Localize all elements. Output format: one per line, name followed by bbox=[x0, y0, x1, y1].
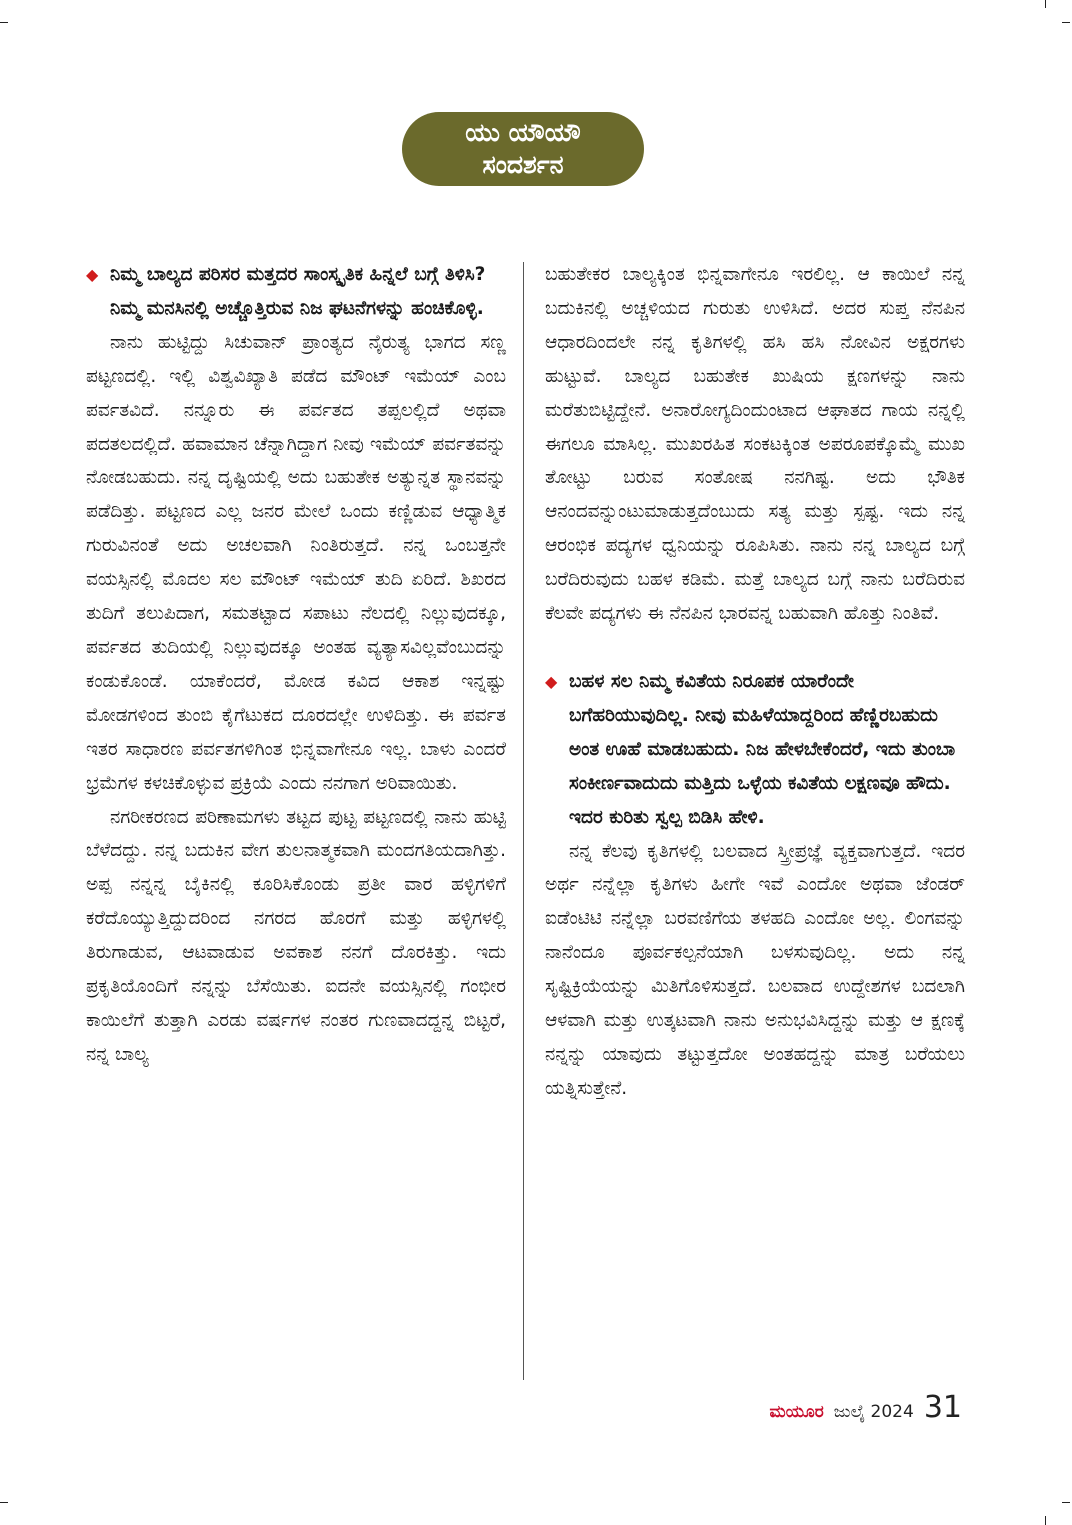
crop-mark bbox=[0, 1502, 8, 1503]
section-header-badge bbox=[402, 112, 644, 186]
crop-mark bbox=[1045, 1516, 1046, 1525]
question-block bbox=[545, 665, 965, 835]
answer-paragraph: ಬಹುತೇಕರ ಬಾಲ್ಯಕ್ಕಿಂತ ಭಿನ್ನವಾಗೇನೂ ಇರಲಿಲ್ಲ. ಆ ಕಾಯಿಲೆ ನನ್ನ ಬದುಕಿನಲ್ಲಿ ಅಚ್ಚಳಿಯದ ಗುರುತು ಉಳಿಸಿದೆ. ಅದರ ಸುಪ್ತ ನೆನಪಿನ ಆಧಾರದಿಂದಲೇ ನನ್ನ ಕೃತಿಗಳಲ್ಲಿ ಹಸಿ ಹಸಿ ನೋವಿನ ಅಕ್ಷರಗಳು ಹುಟ್ಟುವೆ. ಬಾಲ್ಯದ ಬಹುತೇಕ ಖುಷಿಯ ಕ್ಷಣಗಳನ್ನು ನಾನು ಮರೆತುಬಿಟ್ಟಿದ್ದೇನೆ. ಅನಾರೋಗ್ಯದಿಂದುಂಟಾದ ಆಘಾತದ ಗಾಯ ನನ್ನಲ್ಲಿ ಈಗಲೂ ಮಾಸಿಲ್ಲ. ಮುಖರಹಿತ ಸಂಕಟಕ್ಕಿಂತ ಅಪರೂಪಕ್ಕೊಮ್ಮೆ ಮುಖ ತೋಟ್ಟು ಬರುವ ಸಂತೋಷ ನನಗಿಷ್ಟ. ಅದು ಭೌತಿಕ ಆನಂದವನ್ನುಂಟುಮಾಡುತ್ತದೆಂಬುದು ಸತ್ಯ ಮತ್ತು ಸ್ಪಷ್ಟ. ಇದು ನನ್ನ ಆರಂಭಿಕ ಪದ್ಯಗಳ ಧ್ವನಿಯನ್ನು ರೂಪಿಸಿತು. ನಾನು ನನ್ನ ಬಾಲ್ಯದ ಬಗ್ಗೆ ಬರೆದಿರುವುದು ಬಹಳ ಕಡಿಮೆ. ಮತ್ತೆ ಬಾಲ್ಯದ ಬಗ್ಗೆ ನಾನು ಬರೆದಿರುವ ಕೆಲವೇ ಪದ್ಯಗಳು ಈ ನೆನಪಿನ ಭಾರವನ್ನ ಬಹುವಾಗಿ ಹೊತ್ತು ನಿಂತಿವೆ. bbox=[545, 264, 965, 625]
crop-mark bbox=[1062, 22, 1070, 23]
question-block bbox=[86, 258, 506, 326]
crop-mark bbox=[1045, 0, 1046, 8]
column-divider bbox=[523, 262, 524, 1380]
left-column bbox=[86, 258, 506, 1072]
section-header-title: ಯು ಯೌಯೌ bbox=[465, 118, 581, 147]
section-header-subtitle: ಸಂದರ್ಶನ bbox=[482, 150, 564, 179]
answer-paragraph: ನನ್ನ ಕೆಲವು ಕೃತಿಗಳಲ್ಲಿ ಬಲವಾದ ಸ್ತ್ರೀಪ್ರಜ್ಞೆ ವ್ಯಕ್ತವಾಗುತ್ತದೆ. ಇದರ ಅರ್ಥ ನನ್ನೆಲ್ಲಾ ಕೃತಿಗಳು ಹೀಗೇ ಇವೆ ಎಂದೋ ಅಥವಾ ಜೆಂಡರ್ ಐಡೆಂಟಿಟಿ ನನ್ನೆಲ್ಲಾ ಬರವಣಿಗೆಯ ತಳಹದಿ ಎಂದೋ ಅಲ್ಲ. ಲಿಂಗವನ್ನು ನಾನೆಂದೂ ಪೂರ್ವಕಲ್ಪನೆಯಾಗಿ ಬಳಸುವುದಿಲ್ಲ. ಅದು ನನ್ನ ಸೃಷ್ಟಿಕ್ರಿಯೆಯನ್ನು ಮಿತಿಗೊಳಿಸುತ್ತದೆ. ಬಲವಾದ ಉದ್ದೇಶಗಳ ಬದಲಾಗಿ ಆಳವಾಗಿ ಮತ್ತು ಉತ್ಕಟವಾಗಿ ನಾನು ಅನುಭವಿಸಿದ್ದನ್ನು ಮತ್ತು ಆ ಕ್ಷಣಕ್ಕೆ ನನ್ನನ್ನು ಯಾವುದು ತಟ್ಟುತ್ತದೋ ಅಂತಹದ್ದನ್ನು ಮಾತ್ರ ಬರೆಯಲು ಯತ್ನಿಸುತ್ತೇನೆ. bbox=[545, 840, 965, 1099]
question-text: ನಿಮ್ಮ ಬಾಲ್ಯದ ಪರಿಸರ ಮತ್ತದರ ಸಾಂಸ್ಕೃತಿಕ ಹಿನ್ನಲೆ ಬಗ್ಗೆ ತಿಳಿಸಿ? ನಿಮ್ಮ ಮನಸಿನಲ್ಲಿ ಅಚ್ಚೊತ್ತಿರುವ ನಿಜ ಘಟನೆಗಳನ್ನು ಹಂಚಿಕೊಳ್ಳಿ. bbox=[110, 264, 486, 319]
question-text: ಬಹಳ ಸಲ ನಿಮ್ಮ ಕವಿತೆಯ ನಿರೂಪಕ ಯಾರೆಂದೇ ಬಗೆಹರಿಯುವುದಿಲ್ಲ. ನೀವು ಮಹಿಳೆಯಾದ್ದರಿಂದ ಹೆಣ್ಣಿರಬಹುದು ಅಂತ ಊಹೆ ಮಾಡಬಹುದು. ನಿಜ ಹೇಳಬೇಕೆಂದರೆ, ಇದು ತುಂಬಾ ಸಂಕೀರ್ಣವಾದುದು ಮತ್ತಿದು ಒಳ್ಳೆಯ ಕವಿತೆಯ ಲಕ್ಷಣವೂ ಹೌದು. ಇದರ ಕುರಿತು ಸ್ವಲ್ಪ ಬಿಡಿಸಿ ಹೇಳಿ. bbox=[569, 670, 956, 828]
answer-paragraph: ನಗರೀಕರಣದ ಪರಿಣಾಮಗಳು ತಟ್ಟದ ಪುಟ್ಟ ಪಟ್ಟಣದಲ್ಲಿ ನಾನು ಹುಟ್ಟಿ ಬೆಳೆದದ್ದು. ನನ್ನ ಬದುಕಿನ ವೇಗ ತುಲನಾತ್ಮಕವಾಗಿ ಮಂದಗತಿಯದಾಗಿತ್ತು. ಅಪ್ಪ ನನ್ನನ್ನ ಬೈಕಿನಲ್ಲಿ ಕೂರಿಸಿಕೊಂಡು ಪ್ರತೀ ವಾರ ಹಳ್ಳಿಗಳಿಗೆ ಕರೆದೊಯ್ಯುತ್ತಿದ್ದುದರಿಂದ ನಗರದ ಹೊರಗೆ ಮತ್ತು ಹಳ್ಳಿಗಳಲ್ಲಿ ತಿರುಗಾಡುವ, ಆಟವಾಡುವ ಅವಕಾಶ ನನಗೆ ದೊರಕಿತ್ತು. ಇದು ಪ್ರಕೃತಿಯೊಂದಿಗೆ ನನ್ನನ್ನು ಬೆಸೆಯಿತು. ಐದನೇ ವಯಸ್ಸಿನಲ್ಲಿ ಗಂಭೀರ ಕಾಯಿಲೆಗೆ ತುತ್ತಾಗಿ ಎರಡು ವರ್ಷಗಳ ನಂತರ ಗುಣವಾದದ್ದನ್ನ ಬಿಟ್ಟರೆ, ನನ್ನ ಬಾಲ್ಯ bbox=[86, 806, 506, 1065]
diamond-bullet-icon: ◆ bbox=[86, 265, 99, 284]
diamond-bullet-icon: ◆ bbox=[545, 671, 558, 691]
crop-mark bbox=[0, 22, 8, 23]
issue-date: ಜುಲೈ 2024 bbox=[833, 1402, 914, 1422]
answer-paragraph: ನಾನು ಹುಟ್ಟಿದ್ದು ಸಿಚುವಾನ್ ಪ್ರಾಂತ್ಯದ ನೈರುತ್ಯ ಭಾಗದ ಸಣ್ಣ ಪಟ್ಟಣದಲ್ಲಿ. ಇಲ್ಲಿ ವಿಶ್ವವಿಖ್ಯಾತಿ ಪಡೆದ ಮೌಂಟ್ ಇಮೆಯ್ ಎಂಬ ಪರ್ವತವಿದೆ. ನನ್ನೂರು ಈ ಪರ್ವತದ ತಪ್ಪಲಲ್ಲಿದೆ ಅಥವಾ ಪದತಲದಲ್ಲಿದೆ. ಹವಾಮಾನ ಚೆನ್ನಾಗಿದ್ದಾಗ ನೀವು ಇಮೆಯ್ ಪರ್ವತವನ್ನು ನೋಡಬಹುದು. ನನ್ನ ದೃಷ್ಟಿಯಲ್ಲಿ ಅದು ಬಹುತೇಕ ಅತ್ಯುನ್ನತ ಸ್ಥಾನವನ್ನು ಪಡೆದಿತ್ತು. ಪಟ್ಟಣದ ಎಲ್ಲ ಜನರ ಮೇಲೆ ಒಂದು ಕಣ್ಣಿಡುವ ಆಧ್ಯಾತ್ಮಿಕ ಗುರುವಿನಂತೆ ಅದು ಅಚಲವಾಗಿ ನಿಂತಿರುತ್ತದೆ. ನನ್ನ ಒಂಬತ್ತನೇ ವಯಸ್ಸಿನಲ್ಲಿ ಮೊದಲ ಸಲ ಮೌಂಟ್ ಇಮೆಯ್ ತುದಿ ಏರಿದೆ. ಶಿಖರದ ತುದಿಗೆ ತಲುಪಿದಾಗ, ಸಮತಟ್ಟಾದ ಸಪಾಟು ನೆಲದಲ್ಲಿ ನಿಲ್ಲುವುದಕ್ಕೂ, ಪರ್ವತದ ತುದಿಯಲ್ಲಿ ನಿಲ್ಲುವುದಕ್ಕೂ ಅಂತಹ ವ್ಯತ್ಯಾಸವಿಲ್ಲವೆಂಬುದನ್ನು ಕಂಡುಕೊಂಡೆ. ಯಾಕೆಂದರೆ, ಮೋಡ ಕವಿದ ಆಕಾಶ ಇನ್ನಷ್ಟು ಮೋಡಗಳಿಂದ ತುಂಬಿ ಕೈಗೆಟುಕದ ದೂರದಲ್ಲೇ ಉಳಿದಿತ್ತು. ಈ ಪರ್ವತ ಇತರ ಸಾಧಾರಣ ಪರ್ವತಗಳಿಗಿಂತ ಭಿನ್ನವಾಗೇನೂ ಇಲ್ಲ. ಬಾಳು ಎಂದರೆ ಭ್ರಮೆಗಳ ಕಳಚಿಕೊಳ್ಳುವ ಪ್ರಕ್ರಿಯೆ ಎಂದು ನನಗಾಗ ಅರಿವಾಯಿತು. bbox=[86, 331, 506, 794]
page-number: 31 bbox=[923, 1390, 962, 1425]
magazine-brand: ಮಯೂರ bbox=[769, 1402, 824, 1422]
page-footer bbox=[770, 1390, 962, 1425]
right-column bbox=[545, 258, 965, 1106]
crop-mark bbox=[1062, 1502, 1070, 1503]
